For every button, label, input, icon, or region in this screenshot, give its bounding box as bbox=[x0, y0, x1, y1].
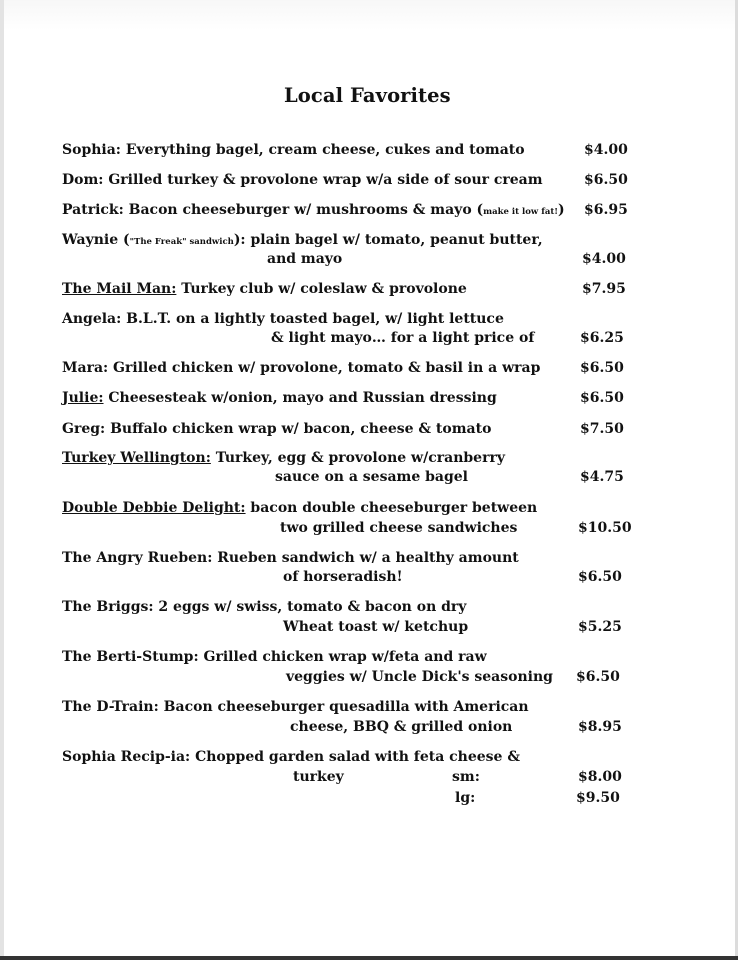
item-price: $6.50 bbox=[578, 569, 622, 585]
item-desc-line2: veggies w/ Uncle Dick's seasoning bbox=[286, 669, 553, 685]
size-large-label: lg: bbox=[455, 790, 476, 806]
item-price: $10.50 bbox=[578, 520, 632, 536]
item-note-close: ) bbox=[558, 202, 565, 218]
menu-item-angela bbox=[62, 310, 504, 328]
item-name: The Mail Man: bbox=[62, 281, 177, 297]
item-desc: Cheesesteak w/onion, mayo and Russian dressing bbox=[103, 390, 497, 406]
item-name: Greg: bbox=[62, 421, 106, 437]
item-note: make it low fat! bbox=[483, 207, 559, 217]
item-desc: Buffalo chicken wrap w/ bacon, cheese & tomato bbox=[105, 421, 492, 437]
item-name: The Berti-Stump: bbox=[62, 649, 199, 665]
item-desc: Chopped garden salad with feta cheese & bbox=[190, 749, 520, 765]
item-desc-line2: two grilled cheese sandwiches bbox=[280, 520, 518, 536]
item-name: Dom: bbox=[62, 172, 104, 188]
item-name: Julie: bbox=[62, 390, 104, 406]
item-name: Turkey Wellington: bbox=[62, 450, 211, 466]
menu-item-berti-stump bbox=[62, 648, 487, 666]
item-desc-line2: & light mayo… for a light price of bbox=[271, 330, 535, 346]
item-note-open: ( bbox=[118, 232, 130, 248]
menu-item-patrick bbox=[62, 201, 565, 221]
item-name: Waynie bbox=[62, 232, 119, 248]
item-desc: Rueben sandwich w/ a healthy amount bbox=[212, 550, 519, 566]
item-desc: Grilled chicken w/ provolone, tomato & basil in a wrap bbox=[108, 360, 541, 376]
item-price: $4.00 bbox=[584, 142, 628, 158]
menu-item-mara bbox=[62, 359, 540, 377]
item-price: $6.25 bbox=[580, 330, 624, 346]
item-desc: B.L.T. on a lightly toasted bagel, w/ light lettuce bbox=[121, 311, 504, 327]
menu-item-angry-rueben bbox=[62, 549, 519, 567]
item-name: The Briggs: bbox=[62, 599, 154, 615]
item-price: $4.00 bbox=[582, 251, 626, 267]
item-note-close: ): bbox=[233, 232, 246, 248]
item-desc-line2: sauce on a sesame bagel bbox=[275, 469, 468, 485]
item-price: $6.50 bbox=[580, 360, 624, 376]
item-desc-line2: and mayo bbox=[267, 251, 343, 267]
item-desc: bacon double cheeseburger between bbox=[245, 500, 538, 516]
item-price: $8.95 bbox=[578, 719, 622, 735]
menu-item-sophia-recip-ia bbox=[62, 748, 520, 766]
item-price: $7.50 bbox=[580, 421, 624, 437]
item-price: $6.50 bbox=[580, 390, 624, 406]
size-small-label: sm: bbox=[452, 769, 480, 785]
item-price: $6.95 bbox=[584, 202, 628, 218]
item-price: $6.50 bbox=[576, 669, 620, 685]
item-desc-line2: Wheat toast w/ ketchup bbox=[283, 619, 469, 635]
item-desc-line2: turkey bbox=[293, 769, 344, 785]
item-price: $6.50 bbox=[584, 172, 628, 188]
item-price-large: $9.50 bbox=[576, 790, 620, 806]
item-desc: Everything bagel, cream cheese, cukes and tomato bbox=[120, 142, 525, 158]
item-desc-line2: of horseradish! bbox=[283, 569, 403, 585]
item-desc: 2 eggs w/ swiss, tomato & bacon on dry bbox=[153, 599, 467, 615]
item-name: Angela: bbox=[62, 311, 122, 327]
menu-item-d-train bbox=[62, 698, 529, 716]
item-name: Sophia Recip-ia: bbox=[62, 749, 191, 765]
item-name: The Angry Rueben: bbox=[62, 550, 213, 566]
item-name: Mara: bbox=[62, 360, 109, 376]
item-price: $5.25 bbox=[578, 619, 622, 635]
menu-item-sophia bbox=[62, 141, 525, 159]
menu-item-greg bbox=[62, 420, 491, 438]
menu-item-dom bbox=[62, 171, 543, 189]
item-desc: Grilled chicken wrap w/feta and raw bbox=[198, 649, 487, 665]
item-desc: Turkey club w/ coleslaw & provolone bbox=[176, 281, 467, 297]
item-name: Patrick: bbox=[62, 202, 124, 218]
menu-item-julie bbox=[62, 389, 497, 407]
item-price: $7.95 bbox=[582, 281, 626, 297]
menu-title: Local Favorites bbox=[284, 84, 451, 107]
item-desc: Bacon cheeseburger w/ mushrooms & mayo ( bbox=[123, 202, 484, 218]
menu-item-waynie bbox=[62, 231, 543, 251]
item-name: The D-Train: bbox=[62, 699, 159, 715]
item-price: $4.75 bbox=[580, 469, 624, 485]
menu-item-turkey-wellington bbox=[62, 449, 505, 467]
menu-item-double-debbie-delight bbox=[62, 499, 537, 517]
item-note: "The Freak" sandwich bbox=[129, 237, 234, 247]
menu-item-mail-man bbox=[62, 280, 467, 298]
page-edge-left bbox=[0, 0, 4, 960]
item-desc-line2: cheese, BBQ & grilled onion bbox=[290, 719, 513, 735]
item-desc: Turkey, egg & provolone w/cranberry bbox=[210, 450, 505, 466]
item-desc: Bacon cheeseburger quesadilla with American bbox=[158, 699, 529, 715]
page-edge-bottom bbox=[0, 956, 738, 960]
item-name: Sophia: bbox=[62, 142, 121, 158]
item-price-small: $8.00 bbox=[578, 769, 622, 785]
item-desc: Grilled turkey & provolone wrap w/a side of sour cream bbox=[103, 172, 543, 188]
item-name: Double Debbie Delight: bbox=[62, 500, 246, 516]
item-desc: plain bagel w/ tomato, peanut butter, bbox=[245, 232, 543, 248]
menu-item-the-briggs bbox=[62, 598, 466, 616]
